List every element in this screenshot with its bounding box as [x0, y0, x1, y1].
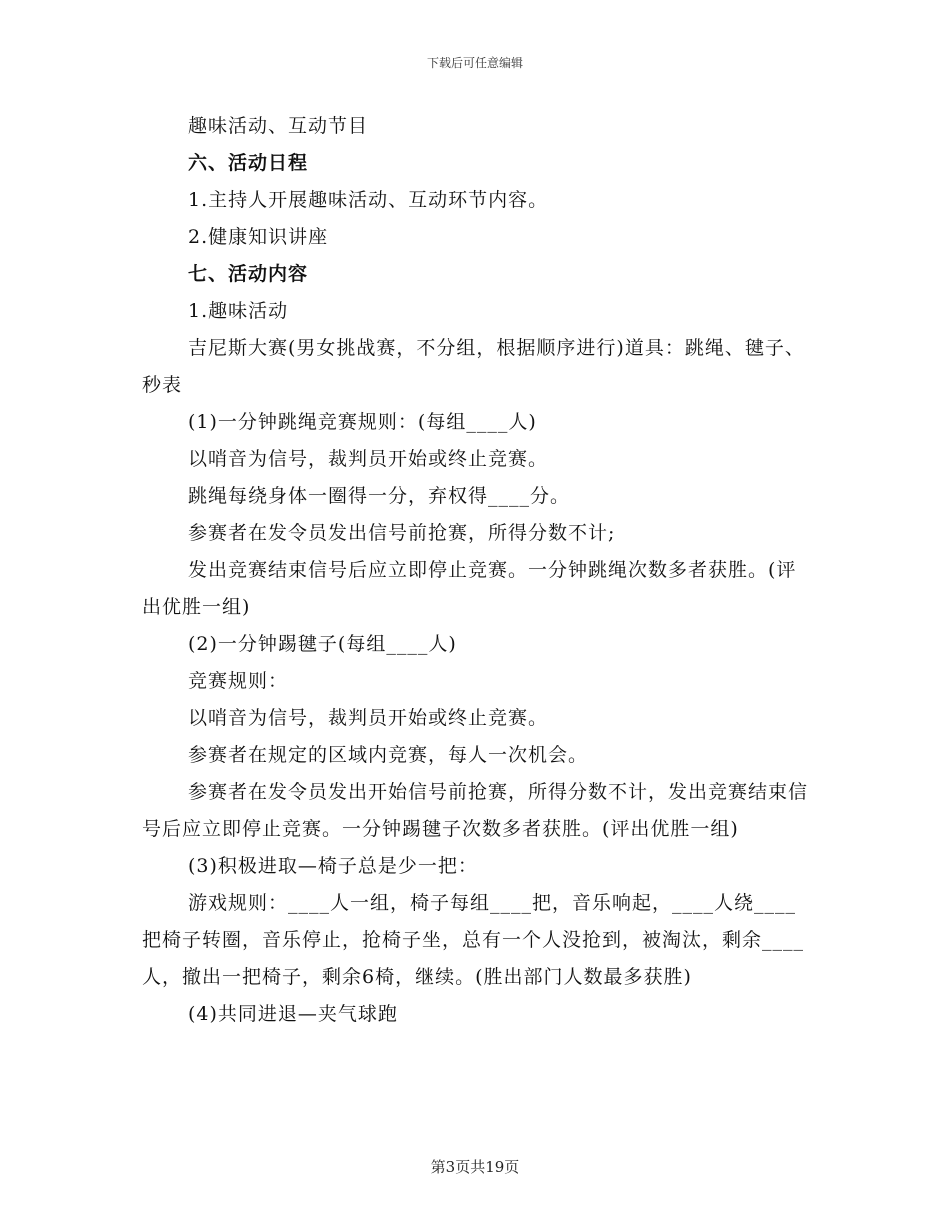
section-heading: 七、活动内容 — [188, 263, 309, 285]
paragraph: 吉尼斯大赛(男女挑战赛，不分组，根据顺序进行)道具：跳绳、毽子、秒表 — [142, 337, 805, 396]
paragraph: 参赛者在发令员发出信号前抢赛，所得分数不计; — [188, 522, 616, 544]
paragraph: 发出竞赛结束信号后应立即停止竞赛。一分钟跳绳次数多者获胜。(评出优胜一组) — [142, 559, 797, 618]
paragraph: 1.趣味活动 — [188, 300, 289, 322]
paragraph: 游戏规则：____人一组，椅子每组____把，音乐响起，____人绕____把椅子转圈，音乐停止，抢椅子坐，总有一个人没抢到，被淘汰，剩余____人，撤出一把椅子，剩余6椅，继续。(胜出部门人数最多获胜) — [142, 892, 805, 988]
document-body — [142, 108, 814, 1033]
paragraph: 跳绳每绕身体一圈得一分，弃权得____分。 — [188, 485, 571, 507]
section-heading: 六、活动日程 — [188, 152, 309, 174]
paragraph: 参赛者在规定的区域内竞赛，每人一次机会。 — [188, 744, 589, 766]
paragraph: 以哨音为信号，裁判员开始或终止竞赛。 — [188, 707, 549, 729]
paragraph: 2.健康知识讲座 — [188, 226, 329, 248]
page-number: 第3页共19页 — [430, 1158, 520, 1176]
paragraph: (3)积极进取—椅子总是少一把： — [188, 855, 478, 877]
paragraph: (4)共同进退—夹气球跑 — [188, 1003, 398, 1025]
paragraph: 竞赛规则： — [188, 670, 289, 692]
paragraph: (2)一分钟踢毽子(每组____人) — [188, 633, 457, 655]
page-header: 下载后可任意编辑 — [426, 56, 523, 70]
paragraph: (1)一分钟跳绳竞赛规则：(每组____人) — [188, 411, 537, 433]
paragraph: 趣味活动、互动节目 — [188, 115, 369, 137]
paragraph: 参赛者在发令员发出开始信号前抢赛，所得分数不计，发出竞赛结束信号后应立即停止竞赛。一分钟踢毽子次数多者获胜。(评出优胜一组) — [142, 781, 809, 840]
paragraph: 1.主持人开展趣味活动、互动环节内容。 — [188, 189, 549, 211]
paragraph: 以哨音为信号，裁判员开始或终止竞赛。 — [188, 448, 549, 470]
